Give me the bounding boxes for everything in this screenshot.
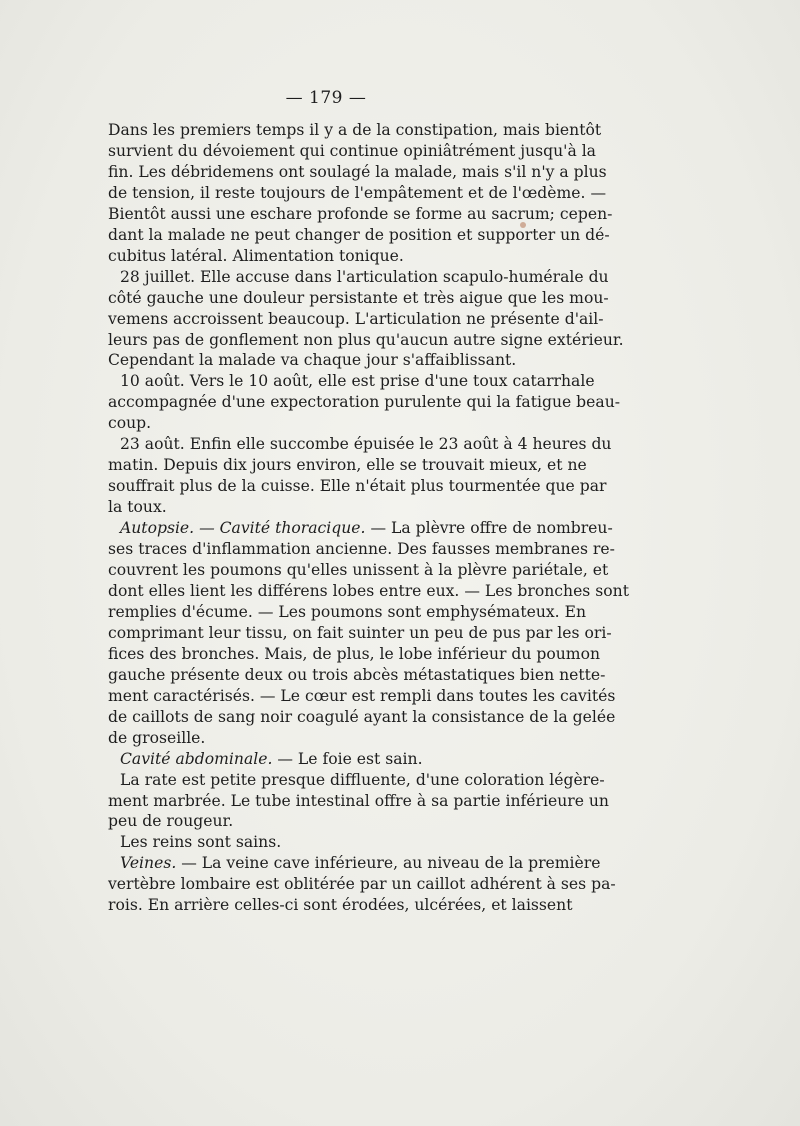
text-line [108, 644, 601, 665]
text-run: de groseille. [108, 728, 206, 747]
text-run: 28 juillet. Elle accuse dans l'articulation scapulo-humérale du [120, 267, 609, 286]
text-line [108, 665, 606, 686]
page-number: — 179 — [285, 88, 367, 108]
text-run: 10 août. Vers le 10 août, elle est prise d'une toux catarrhale [120, 372, 595, 391]
text-run: de tension, il reste toujours de l'empâtement et de l'œdème. — [108, 183, 607, 202]
text-run: ses traces d'inflammation ancienne. Des fausses membranes re- [108, 540, 615, 559]
text-run: 23 août. Enfin elle succombe épuisée le 23 août à 4 heures du [120, 435, 612, 454]
text-run: côté gauche une douleur persistante et très aigue que les mou- [108, 288, 609, 307]
text-line [108, 288, 609, 309]
italic-heading: Autopsie. — Cavité thoracique. [120, 519, 366, 538]
text-run: couvrent les poumons qu'elles unissent à la plèvre pariétale, et [108, 561, 609, 580]
text-line [108, 749, 540, 770]
text-line [108, 141, 596, 162]
text-run: matin. Depuis dix jours environ, elle se trouvait mieux, et ne [108, 456, 587, 475]
text-run: souffrait plus de la cuisse. Elle n'était plus tourmentée que par [108, 477, 607, 496]
text-line [108, 162, 607, 183]
text-run: La rate est petite presque diffluente, d'une coloration légère- [120, 770, 605, 789]
text-line [108, 120, 602, 141]
text-line [108, 434, 612, 455]
italic-heading: Cavité abdominale. [120, 749, 273, 768]
text-run: Bientôt aussi une eschare profonde se forme au sacrum; cepen- [108, 204, 613, 223]
text-line [108, 832, 540, 853]
text-run: Cependant la malade va chaque jour s'affaiblissant. [108, 351, 517, 370]
text-run: dant la malade ne peut changer de position et supporter un dé- [108, 225, 610, 244]
text-line [108, 728, 540, 749]
text-line [108, 183, 607, 204]
text-line [108, 811, 540, 832]
text-line [108, 770, 605, 791]
text-line [108, 560, 609, 581]
text-line [108, 791, 609, 812]
text-line [108, 518, 613, 539]
text-line [108, 874, 616, 895]
text-line [108, 413, 540, 434]
text-line [108, 476, 607, 497]
text-line [108, 602, 586, 623]
text-run: rois. En arrière celles-ci sont érodées, ulcérées, et laissent [108, 896, 573, 915]
text-line [108, 330, 624, 351]
text-line [108, 204, 613, 225]
body-text [108, 120, 629, 916]
text-run: comprimant leur tissu, on fait suinter un peu de pus par les ori- [108, 623, 612, 642]
text-line [108, 350, 540, 371]
text-line [108, 686, 616, 707]
text-line [108, 581, 629, 602]
text-run: vertèbre lombaire est oblitérée par un caillot adhérent à ses pa- [108, 875, 616, 894]
text-run: Les reins sont sains. [120, 833, 282, 852]
text-line [108, 539, 615, 560]
text-line [108, 623, 612, 644]
text-line [108, 455, 587, 476]
text-run: cubitus latéral. Alimentation tonique. [108, 246, 404, 265]
text-run: la toux. [108, 498, 167, 517]
text-run: dont elles lient les différens lobes entre eux. — Les bronches sont [108, 581, 629, 600]
text-line [108, 371, 595, 392]
text-run: survient du dévoiement qui continue opiniâtrément jusqu'à la [108, 141, 596, 160]
text-run: fices des bronches. Mais, de plus, le lobe inférieur du poumon [108, 644, 601, 663]
text-run: accompagnée d'une expectoration purulente qui la fatigue beau- [108, 393, 621, 412]
text-run: remplies d'écume. — Les poumons sont emphysémateux. En [108, 602, 586, 621]
text-line [108, 309, 604, 330]
text-run: de caillots de sang noir coagulé ayant la consistance de la gelée [108, 707, 616, 726]
text-run: vemens accroissent beaucoup. L'articulation ne présente d'ail- [108, 309, 604, 328]
text-run: peu de rougeur. [108, 812, 234, 831]
text-line [108, 225, 610, 246]
text-line [108, 707, 616, 728]
text-run: — La plèvre offre de nombreu- [365, 519, 613, 538]
text-run: coup. [108, 414, 152, 433]
text-line [108, 267, 609, 288]
text-run: leurs pas de gonflement non plus qu'aucun autre signe extérieur. [108, 330, 624, 349]
text-run: ment marbrée. Le tube intestinal offre à sa partie inférieure un [108, 791, 609, 810]
text-line [108, 895, 573, 916]
text-run: gauche présente deux ou trois abcès métastatiques bien nette- [108, 665, 606, 684]
text-run: Dans les premiers temps il y a de la constipation, mais bientôt [108, 121, 602, 139]
text-run: fin. Les débridemens ont soulagé la malade, mais s'il n'y a plus [108, 162, 607, 181]
text-line [108, 392, 621, 413]
text-line [108, 853, 601, 874]
text-run: — Le foie est sain. [272, 749, 423, 768]
text-line [108, 246, 540, 267]
italic-heading: Veines. [120, 854, 177, 873]
text-run: ment caractérisés. — Le cœur est rempli dans toutes les cavités [108, 686, 616, 705]
text-line [108, 497, 540, 518]
text-run: — La veine cave inférieure, au niveau de la première [176, 854, 601, 873]
